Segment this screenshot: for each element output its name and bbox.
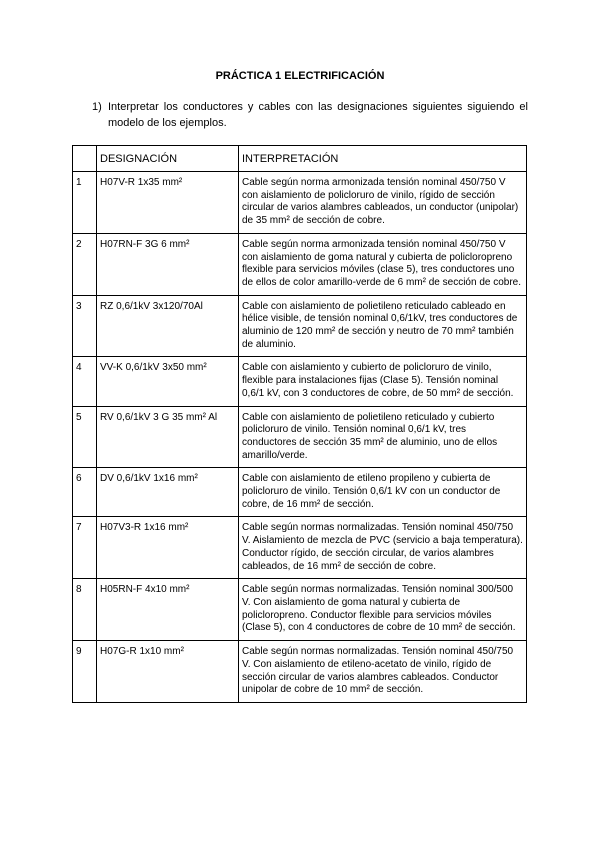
row-number: 2: [73, 233, 97, 295]
table-header-row: [73, 146, 527, 172]
row-interpretation: Cable con aislamiento de polietileno reticulado cableado en hélice visible, de tensión nominal 0,6/1kV, tres conductores de aluminio de 120 mm² de sección y neutro de 70 mm² también de aluminio.: [239, 295, 527, 357]
table-row: [73, 406, 527, 468]
row-interpretation: Cable según normas normalizadas. Tensión nominal 300/500 V. Con aislamiento de goma natural y cubierta de policloropreno. Conductor flexible para servicios móviles (Clase 5), con 4 conductores de cobre de 10 mm² de sección.: [239, 579, 527, 641]
row-designation: RZ 0,6/1kV 3x120/70Al: [97, 295, 239, 357]
row-number: 1: [73, 172, 97, 234]
table-row: [73, 579, 527, 641]
cable-designation-table: [72, 145, 527, 703]
row-designation: H07V3-R 1x16 mm²: [97, 517, 239, 579]
row-interpretation: Cable con aislamiento y cubierto de policloruro de vinilo, flexible para instalaciones fijas (Clase 5). Tensión nominal 0,6/1 kV, con 3 conductores de cobre, de 50 mm² de sección.: [239, 357, 527, 406]
exercise-number: 1): [92, 101, 102, 113]
row-number: 7: [73, 517, 97, 579]
row-number: 8: [73, 579, 97, 641]
row-number: 4: [73, 357, 97, 406]
row-number: 3: [73, 295, 97, 357]
row-designation: H07RN-F 3G 6 mm²: [97, 233, 239, 295]
table-row: [73, 641, 527, 703]
row-designation: H05RN-F 4x10 mm²: [97, 579, 239, 641]
row-designation: VV-K 0,6/1kV 3x50 mm²: [97, 357, 239, 406]
row-interpretation: Cable según normas normalizadas. Tensión nominal 450/750 V. Con aislamiento de etileno-acetato de vinilo, rígido de sección circular de varios alambres cableados. Conductor unipolar de cobre de 10 mm² de sección.: [239, 641, 527, 703]
header-number: [73, 146, 97, 172]
row-designation: H07G-R 1x10 mm²: [97, 641, 239, 703]
table-row: [73, 357, 527, 406]
row-interpretation: Cable según norma armonizada tensión nominal 450/750 V con aislamiento de policloruro de vinilo, rígido de sección circular de varios alambres cableados, un conductor (unipolar) de 35 mm² de sección de cobre.: [239, 172, 527, 234]
row-interpretation: Cable según normas normalizadas. Tensión nominal 450/750 V. Aislamiento de mezcla de PVC (servicio a baja temperatura). Conductor rígido, de sección circular, de varios alambres cableados, de 16 mm² de sección de cobre.: [239, 517, 527, 579]
table-row: [73, 172, 527, 234]
document-title: PRÁCTICA 1 ELECTRIFICACIÓN: [215, 70, 385, 82]
row-interpretation: Cable con aislamiento de polietileno reticulado y cubierto policloruro de vinilo. Tensión nominal 0,6/1 kV, tres conductores de sección 35 mm² de aluminio, uno de ellos amarillo/verde.: [239, 406, 527, 468]
header-designation: DESIGNACIÓN: [97, 146, 239, 172]
exercise-text: Interpretar los conductores y cables con las designaciones siguientes siguiendo el modelo de los ejemplos.: [108, 101, 528, 129]
table-row: [73, 295, 527, 357]
row-interpretation: Cable según norma armonizada tensión nominal 450/750 V con aislamiento de goma natural y cubierta de policloropreno flexible para servicios móviles (clase 5), tres conductores uno de ellos de color amarillo-verde de 6 mm² de sección de cobre.: [239, 233, 527, 295]
table-row: [73, 517, 527, 579]
row-number: 6: [73, 468, 97, 517]
exercise-statement: [92, 99, 528, 131]
header-interpretation: INTERPRETACIÓN: [239, 146, 527, 172]
row-designation: RV 0,6/1kV 3 G 35 mm² Al: [97, 406, 239, 468]
table-row: [73, 233, 527, 295]
row-designation: DV 0,6/1kV 1x16 mm²: [97, 468, 239, 517]
row-interpretation: Cable con aislamiento de etileno propileno y cubierta de policloruro de vinilo. Tensión 0,6/1 kV con un conductor de cobre, de 16 mm² de sección.: [239, 468, 527, 517]
row-designation: H07V-R 1x35 mm²: [97, 172, 239, 234]
row-number: 9: [73, 641, 97, 703]
table-row: [73, 468, 527, 517]
row-number: 5: [73, 406, 97, 468]
